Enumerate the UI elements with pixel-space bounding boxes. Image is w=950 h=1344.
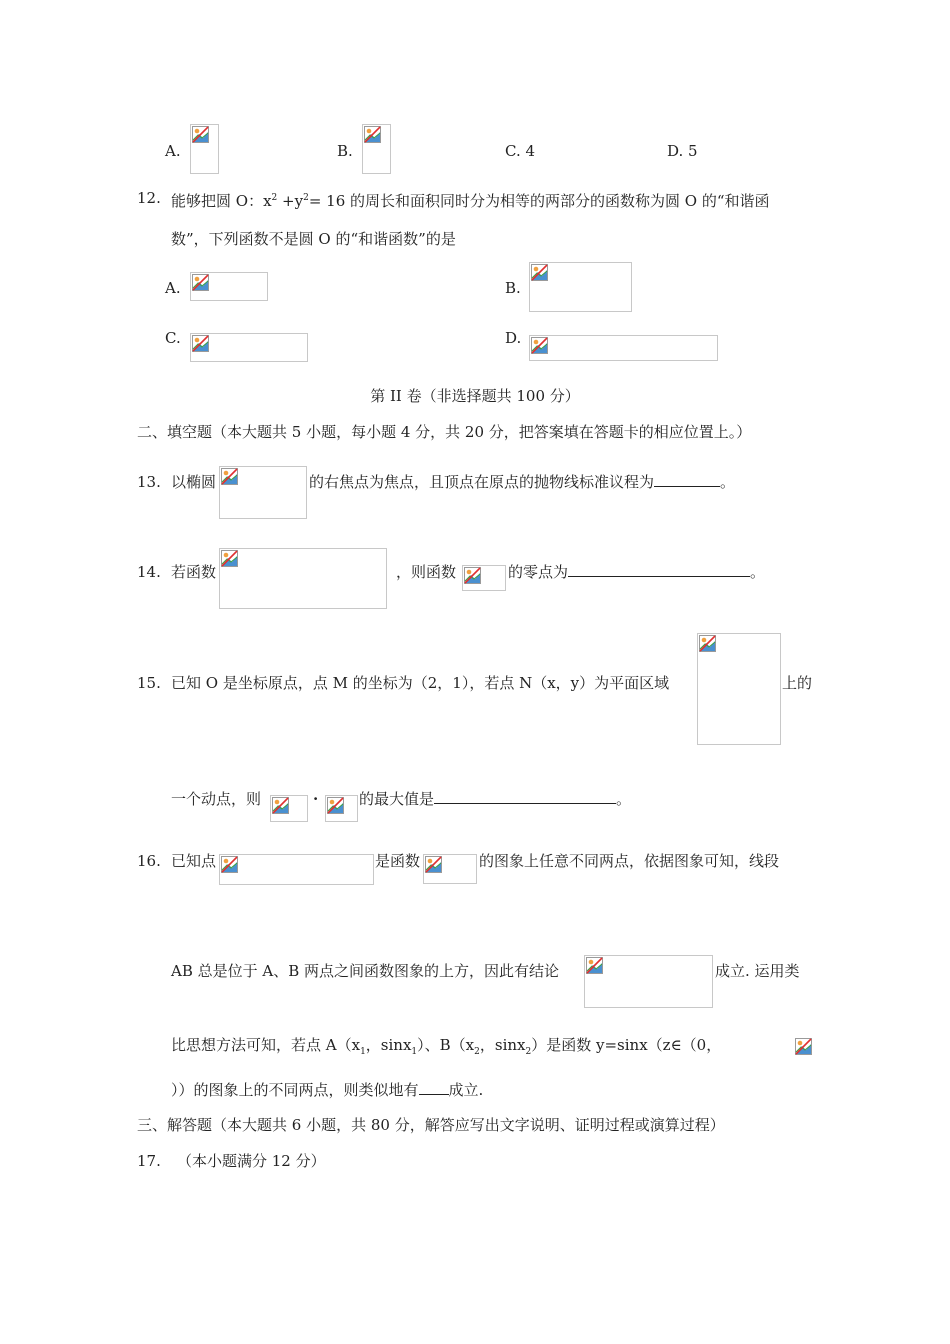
q11-option-a-label: A.	[165, 142, 181, 160]
q16-answer-blank	[419, 1080, 449, 1095]
q11-option-b-label: B.	[337, 142, 353, 160]
part2-title: 第 II 卷（非选择题共 100 分）	[370, 387, 580, 405]
q14-post: 的零点为 。	[508, 563, 766, 581]
q16-line2-pre: AB 总是位于 A、B 两点之间函数图象的上方，因此有结论	[171, 962, 560, 980]
broken-image-icon	[586, 957, 603, 974]
broken-image-icon	[221, 468, 238, 485]
q12-number: 12.	[137, 189, 161, 207]
q12-option-b-label: B.	[505, 279, 521, 297]
broken-image-icon	[192, 274, 209, 291]
q14-pre: 若函数	[171, 563, 217, 581]
q15-line1: 已知 O 是坐标原点，点 M 的坐标为（2，1），若点 N（x，y）为平面区域	[171, 674, 670, 692]
q12-line1: 能够把圆 O：$x^2 +y^2= 16$ 的周长和面积同时分为相等的两部分的函数称为圆 O 的“和谐函	[171, 192, 770, 210]
broken-image-icon	[464, 567, 481, 584]
q15-vector-on-image	[325, 795, 358, 822]
q13-pre: 以椭圆	[171, 473, 217, 491]
q12-option-a-label: A.	[165, 279, 181, 297]
q12-option-b-image	[529, 262, 632, 312]
q12-option-d-label: D.	[505, 329, 522, 347]
section2-heading: 二、填空题（本大题共 5 小题，每小题 4 分，共 20 分，把答案填在答题卡的相应位置上。）	[137, 423, 752, 441]
q11-option-b-image	[362, 124, 391, 174]
broken-image-icon	[272, 797, 289, 814]
q15-line1-end: 上的	[782, 674, 813, 692]
broken-image-icon	[221, 856, 238, 873]
q16-function-image	[423, 854, 477, 884]
q16-mid: 是函数	[375, 852, 421, 870]
q12-option-d-image	[529, 335, 718, 361]
broken-image-icon	[795, 1038, 812, 1055]
q13-post: 的右焦点为焦点，且顶点在原点的抛物线标准议程为 。	[309, 473, 736, 491]
q14-answer-blank	[568, 562, 750, 577]
broken-image-icon	[364, 126, 381, 143]
q16-pre: 已知点	[171, 852, 217, 870]
q13-number: 13.	[137, 473, 161, 491]
q14-function-image	[219, 548, 387, 609]
q12-option-c-image	[190, 333, 308, 362]
broken-image-icon	[531, 337, 548, 354]
q16-post: 的图象上任意不同两点，依据图象可知，线段	[479, 852, 780, 870]
q15-line2-pre: 一个动点，则	[171, 790, 262, 808]
q16-number: 16.	[137, 852, 161, 870]
q17-number: 17.	[137, 1152, 161, 1170]
broken-image-icon	[221, 550, 238, 567]
q15-number: 15.	[137, 674, 161, 692]
broken-image-icon	[699, 635, 716, 652]
q11-option-a-image	[190, 124, 219, 174]
q16-line2-post: 成立. 运用类	[715, 962, 800, 980]
q15-line2-post: 的最大值是 。	[359, 790, 632, 808]
q16-conclusion-image	[584, 955, 713, 1008]
section3-heading: 三、解答题（本大题共 6 小题，共 80 分，解答应写出文字说明、证明过程或演算过程）	[137, 1116, 725, 1134]
q16-points-image	[219, 854, 374, 885]
broken-image-icon	[425, 856, 442, 873]
q15-answer-blank	[434, 789, 616, 804]
q14-mid: ，则函数	[396, 563, 457, 581]
q16-line3: 比思想方法可知，若点 $A(x_1$，sinx$_1$）、$B(x_2$，sinx$_2$）是函数 y=sinx（z∈（0，	[171, 1036, 722, 1057]
q14-function2-image	[462, 565, 506, 591]
q13-answer-blank	[654, 472, 720, 487]
q15-vector-om-image	[270, 795, 308, 822]
q17-text: （本小题满分 12 分）	[177, 1152, 326, 1170]
q13-ellipse-image	[219, 466, 307, 519]
q15-region-image	[697, 633, 781, 745]
broken-image-icon	[327, 797, 344, 814]
q16-line4: ））的图象上的不同两点，则类似地有 成立.	[171, 1081, 484, 1099]
q16-pi-image	[795, 1038, 814, 1057]
q12-line2: 数”，下列函数不是圆 O 的“和谐函数”的是	[171, 230, 456, 248]
broken-image-icon	[531, 264, 548, 281]
q11-option-c: C. 4	[505, 142, 536, 160]
q12-option-a-image	[190, 272, 268, 301]
broken-image-icon	[192, 126, 209, 143]
q12-option-c-label: C.	[165, 329, 181, 347]
q11-option-d: D. 5	[667, 142, 698, 160]
q14-number: 14.	[137, 563, 161, 581]
broken-image-icon	[192, 335, 209, 352]
q15-dot: ·	[313, 790, 319, 808]
